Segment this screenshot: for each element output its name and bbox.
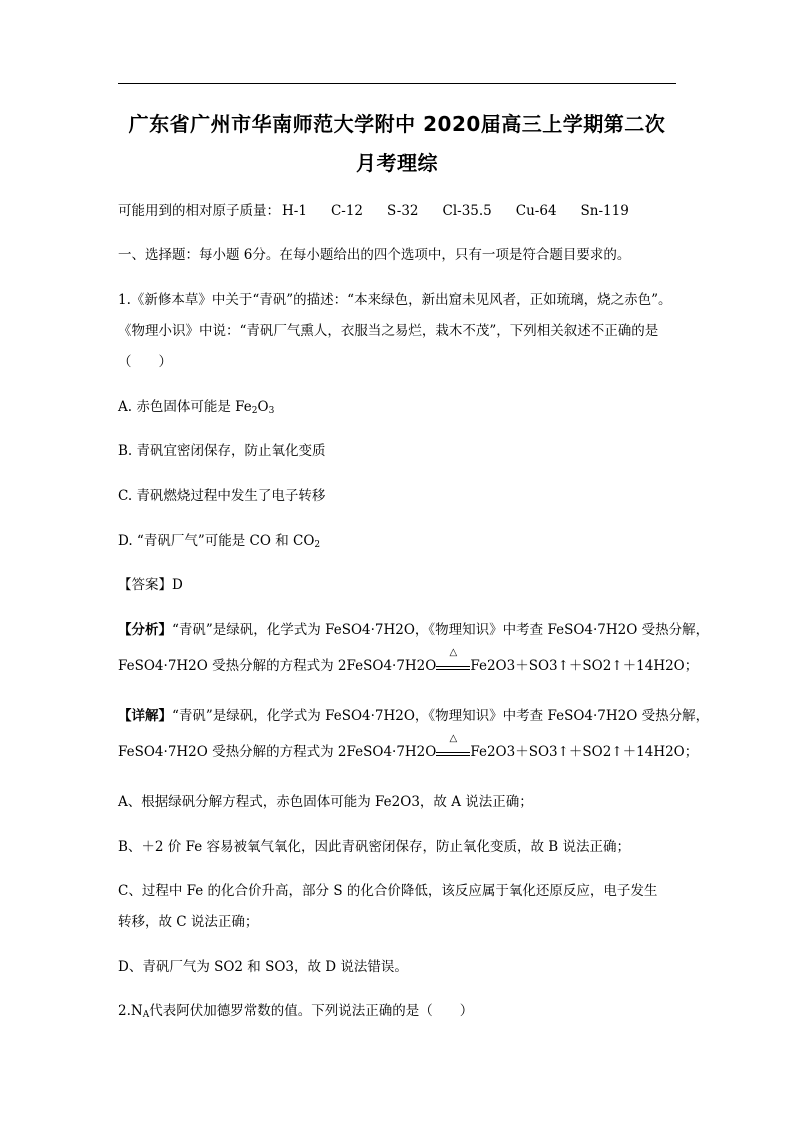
delta-symbol: △ [449, 733, 458, 744]
q1-stem-line3: （ ） [118, 354, 172, 370]
detail-eq-suffix: Fe2O3＋SO3↑＋SO2↑＋14H2O； [470, 744, 699, 760]
q1-detail-equation [118, 733, 699, 761]
q1-option-b: B. 青矾宜密闭保存，防止氧化变质 [118, 443, 326, 459]
analysis-label: 【分析】 [118, 622, 172, 638]
detail-label: 【详解】 [118, 708, 172, 724]
delta-symbol: △ [449, 647, 458, 658]
q1-detail-line1 [118, 707, 709, 725]
q2-prefix: 2.N [118, 1003, 143, 1019]
q2-sub: A [142, 1010, 150, 1020]
q1-option-a-sub1: 2 [251, 406, 258, 416]
detail-text: “青矾”是绿矾，化学式为 FeSO4·7H2O，《物理知识》中考查 FeSO4·7H2O 受热分解， [172, 708, 710, 724]
q1-stem-line1: 1.《新修本草》中关于“青矾”的描述：“本来绿色，新出窟未见风者，正如琉璃，烧之赤色”。 [118, 292, 672, 308]
q1-explain-c-line1: C、过程中 Fe 的化合价升高，部分 S 的化合价降低，该反应属于氧化还原反应，电子发生 [118, 883, 658, 899]
analysis-eq-prefix: FeSO4·7H2O 受热分解的方程式为 2FeSO4·7H2O [118, 658, 437, 674]
atomic-mass-h: H-1 [282, 203, 307, 219]
analysis-eq-suffix: Fe2O3＋SO3↑＋SO2↑＋14H2O； [470, 658, 699, 674]
q1-option-c: C. 青矾燃烧过程中发生了电子转移 [118, 488, 326, 504]
atomic-mass-sn: Sn-119 [580, 203, 629, 219]
atomic-mass-c: C-12 [330, 203, 364, 219]
q2-stem [118, 1002, 473, 1020]
q1-explain-a: A、根据绿矾分解方程式，赤色固体可能为 Fe2O3，故 A 说法正确； [118, 794, 533, 810]
q1-option-d-text: D. “青矾厂气”可能是 CO 和 CO [118, 533, 315, 549]
atomic-mass-label: 可能用到的相对原子质量： [118, 203, 280, 219]
heat-arrow [436, 733, 470, 756]
q1-option-a [118, 398, 274, 416]
q2-text: 代表阿伏加德罗常数的值。下列说法正确的是（ ） [149, 1003, 474, 1019]
q1-option-a-mid: O [257, 399, 269, 415]
atomic-mass-cl: Cl-35.5 [442, 203, 492, 219]
atomic-mass-s: S-32 [387, 203, 419, 219]
page-title-line2: 月考理综 [356, 151, 438, 175]
q1-analysis-equation [118, 647, 699, 675]
q1-answer: 【答案】D [118, 577, 183, 593]
q1-explain-c-line2: 转移，故 C 说法正确； [118, 914, 259, 930]
atomic-mass-line [118, 202, 653, 220]
section-heading: 一、选择题：每小题 6分。在每小题给出的四个选项中，只有一项是符合题目要求的。 [118, 247, 631, 263]
header-rule [118, 83, 676, 84]
q1-stem-line2: 《物理小识》中说：“青矾厂气熏人，衣服当之易烂，栽木不茂”，下列相关叙述不正确的是 [118, 323, 659, 339]
q1-analysis-line1 [118, 621, 709, 639]
detail-eq-prefix: FeSO4·7H2O 受热分解的方程式为 2FeSO4·7H2O [118, 744, 437, 760]
atomic-mass-cu: Cu-64 [515, 203, 557, 219]
heat-arrow [436, 647, 470, 670]
q1-option-a-text: A. 赤色固体可能是 Fe [118, 399, 252, 415]
q1-explain-d: D、青矾厂气为 SO2 和 SO3，故 D 说法错误。 [118, 959, 408, 975]
q1-option-d-sub: 2 [314, 540, 321, 550]
q1-option-a-sub2: 3 [268, 406, 275, 416]
page-title-line1: 广东省广州市华南师范大学附中 2020届高三上学期第二次 [128, 112, 666, 136]
q1-explain-b: B、＋2 价 Fe 容易被氧气氧化，因此青矾密闭保存，防止氧化变质，故 B 说法正确； [118, 839, 631, 855]
q1-option-d [118, 532, 320, 550]
analysis-text: “青矾”是绿矾，化学式为 FeSO4·7H2O，《物理知识》中考查 FeSO4·7H2O 受热分解， [172, 622, 710, 638]
